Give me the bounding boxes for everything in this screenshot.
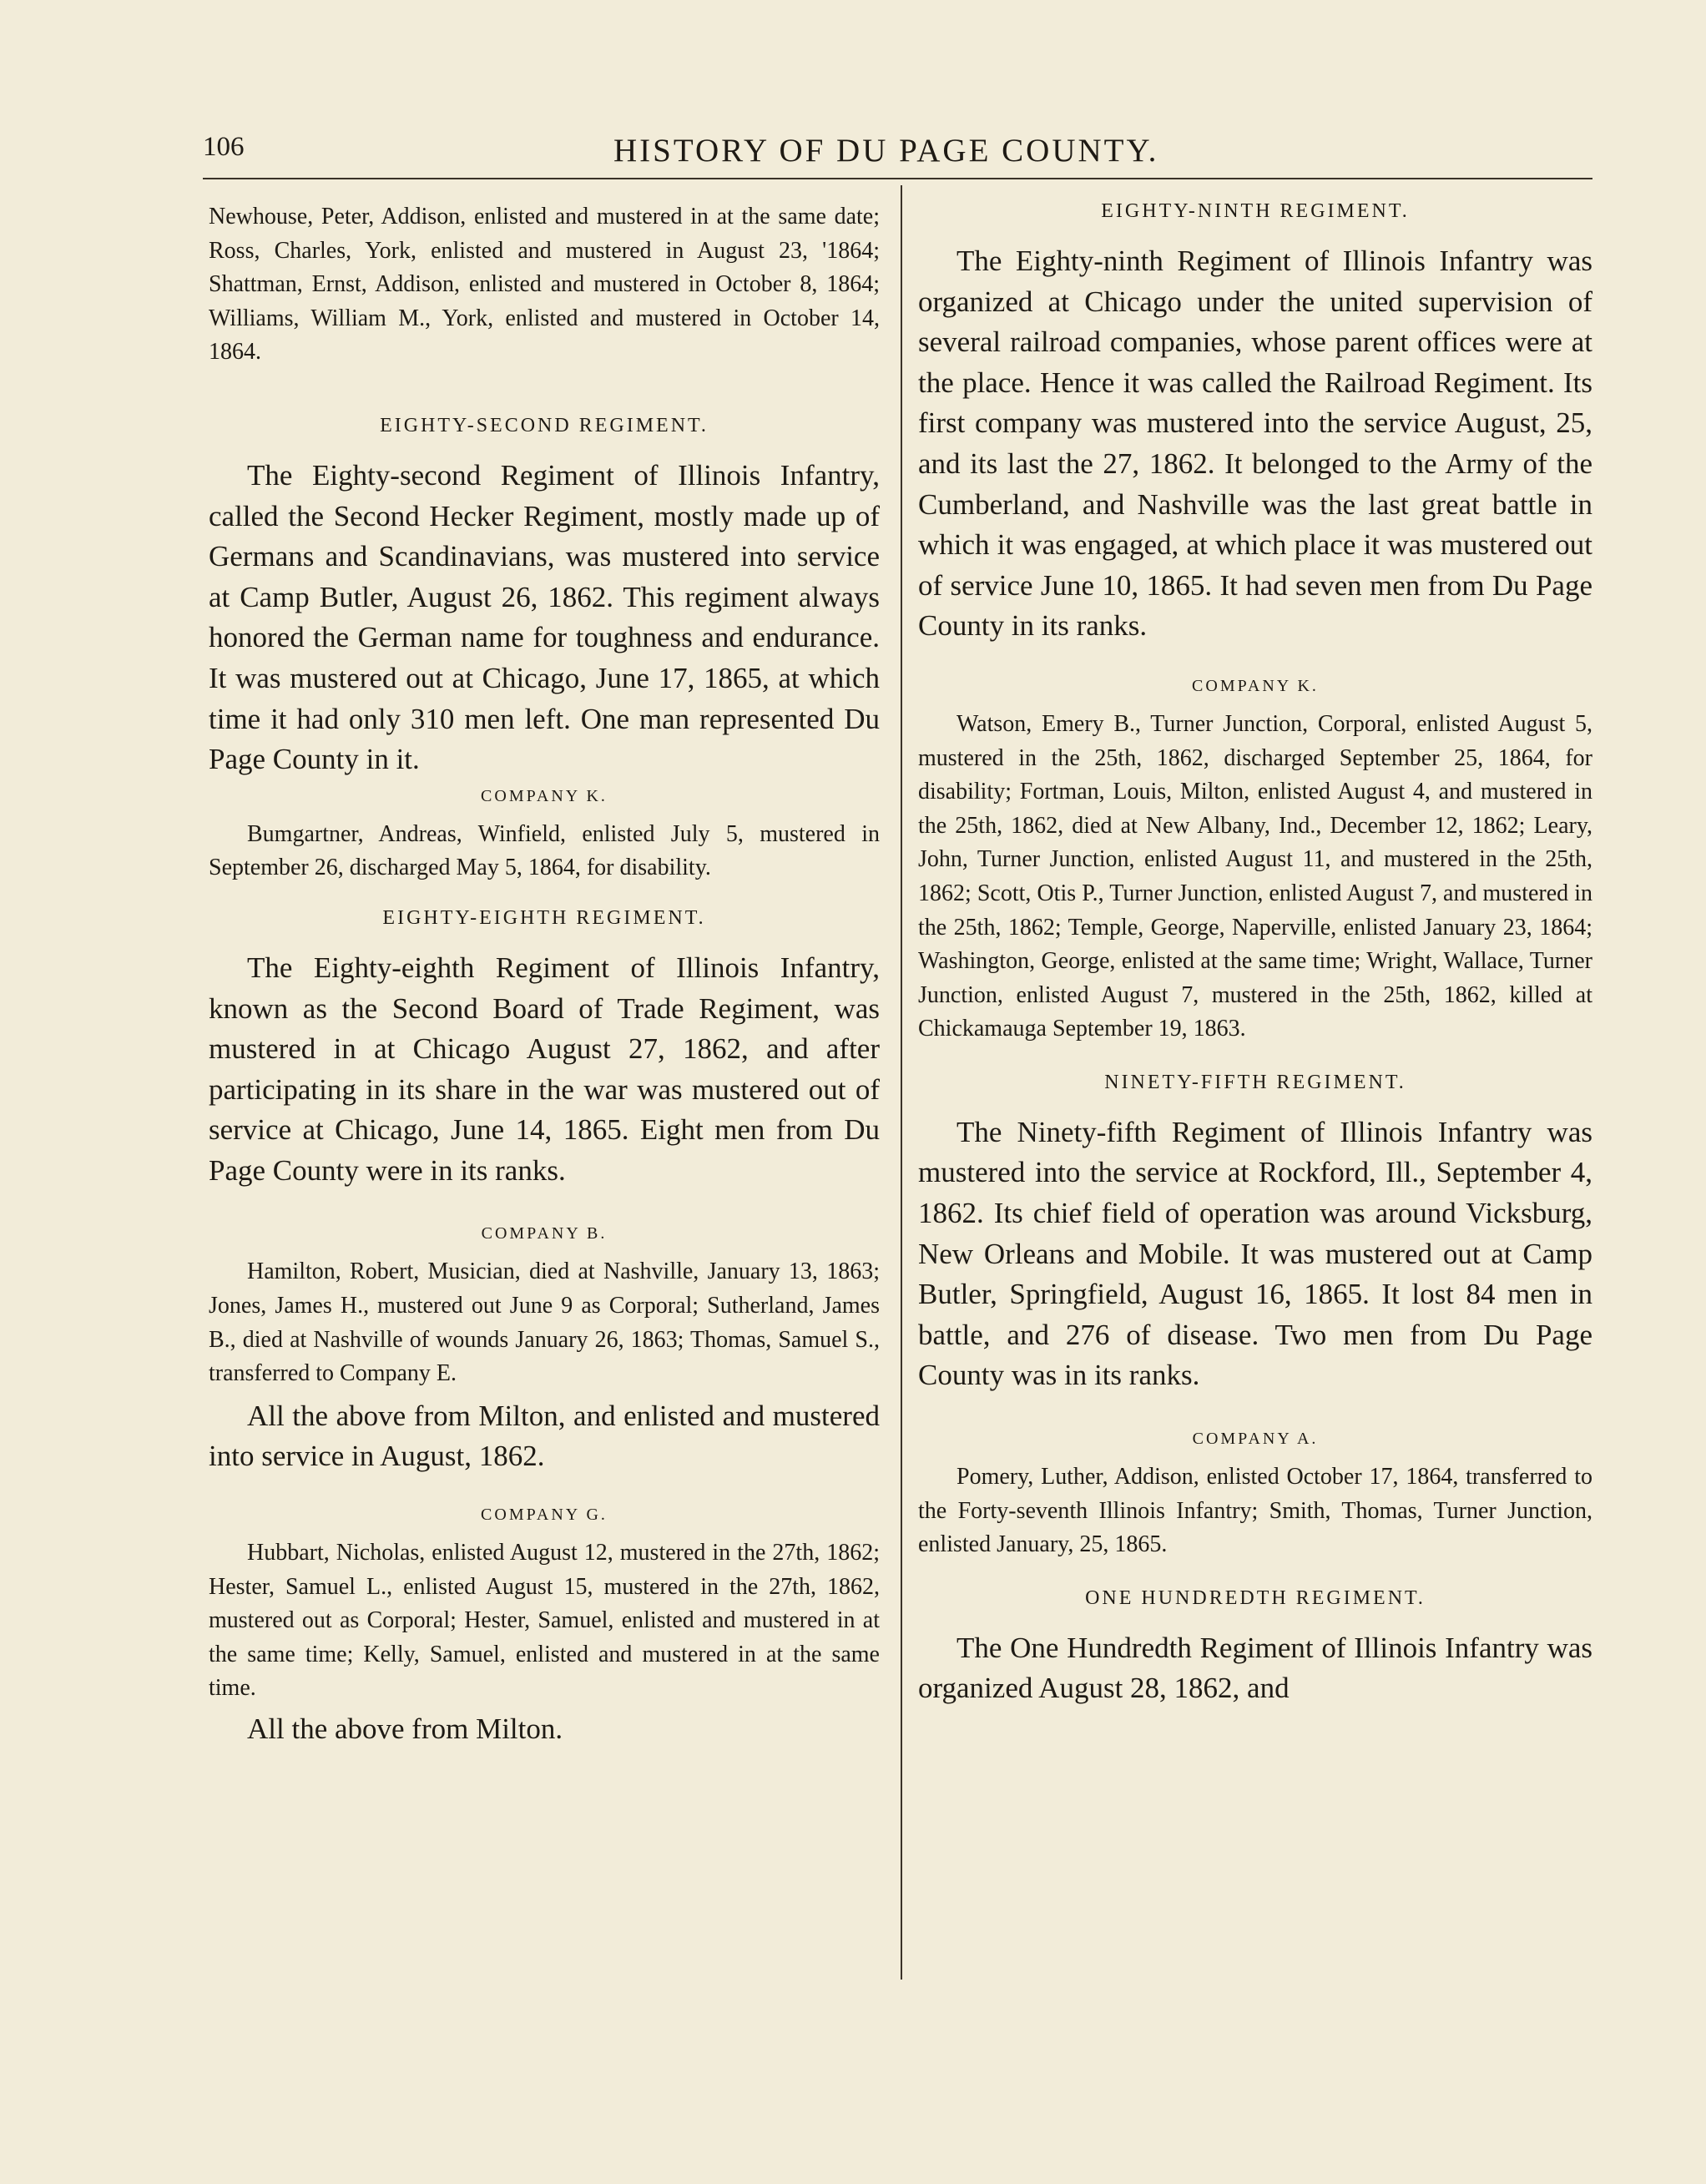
eighty-second-regiment-heading: EIGHTY-SECOND REGIMENT.	[380, 414, 709, 436]
ninety-fifth-regiment-heading: NINETY-FIFTH REGIMENT.	[1104, 1071, 1406, 1093]
eighty-eighth-regiment-heading: EIGHTY-EIGHTH REGIMENT.	[382, 906, 706, 929]
eighty-eighth-company-g-heading: COMPANY G.	[481, 1506, 608, 1525]
ninety-fifth-company-a-heading: COMPANY A.	[1192, 1430, 1319, 1449]
one-hundredth-regiment-body: The One Hundredth Regiment of Illinois Infantry was organized August 28, 1862, and	[918, 1631, 1592, 1705]
eighty-ninth-company-k-heading: COMPANY K.	[1192, 676, 1319, 695]
eighty-eighth-company-b-note: All the above from Milton, and enlisted and mustered into service in August, 1862.	[209, 1399, 880, 1473]
ninety-fifth-regiment-body: The Ninety-fifth Regiment of Illinois Infantry was mustered into the service at Rockford, Ill., September 4, 1862. Its chief field of operation was around Vicksburg, New Orleans and Mobile. It was mustered out at Camp Butler, Springfield, August 16, 1865. It lost 84 men in battle, and 276 of disease. Two men from Du Page County was in its ranks.	[918, 1115, 1592, 1392]
eighty-ninth-company-k-roster: Watson, Emery B., Turner Junction, Corporal, enlisted August 5, mustered in the 25th, 1862, discharged September 25, 1864, for disability; Fortman, Louis, Milton, enlisted August 4, and mustered in the 25th, 1862, died at New Albany, Ind., December 12, 1862; Leary, John, Turner Junction, enlisted August 11, and mustered in the 25th, 1862; Scott, Otis P., Turner Junction, enlisted August 7, and mustered in the 25th, 1862; Temple, George, Naperville, enlisted January 23, 1864; Washington, George, enlisted at the same time; Wright, Wallace, Turner Junction, enlisted August 7, mustered in the 25th, 1862, killed at Chickamauga September 19, 1863.	[918, 710, 1592, 1042]
eighty-ninth-regiment-heading: EIGHTY-NINTH REGIMENT.	[1101, 200, 1410, 222]
eighty-eighth-company-g-roster: Hubbart, Nicholas, enlisted August 12, mustered in the 27th, 1862; Hester, Samuel L., enlisted August 15, mustered in the 27th, 1862, mustered out as Corporal; Hester, Samuel, enlisted and mustered in at the same time; Kelly, Samuel, enlisted and mustered in at the same time.	[209, 1540, 880, 1702]
continued-roster-text: Newhouse, Peter, Addison, enlisted and mustered in at the same date; Ross, Charles, York, enlisted and mustered in August 23, '1864; Shattman, Ernst, Addison, enlisted and mustered in October 8, 1864; Williams, William M., York, enlisted and mustered in October 14, 1864.	[209, 204, 880, 366]
page-header	[203, 132, 1592, 182]
column-divider	[901, 185, 902, 1980]
right-column	[918, 200, 1592, 1709]
page-title: HISTORY OF DU PAGE COUNTY.	[613, 133, 1159, 169]
ninety-fifth-company-a-roster: Pomery, Luther, Addison, enlisted October 17, 1864, transferred to the Forty-seventh Illinois Infantry; Smith, Thomas, Turner Junction, enlisted January, 25, 1865.	[918, 1464, 1592, 1558]
left-column	[209, 200, 880, 1750]
eighty-eighth-company-b-heading: COMPANY B.	[481, 1224, 608, 1243]
eighty-second-regiment-body: The Eighty-second Regiment of Illinois Infantry, called the Second Hecker Regiment, mostly made up of Germans and Scandinavians, was mustered into service at Camp Butler, August 26, 1862. This regiment always honored the German name for toughness and endurance. It was mustered out at Chicago, June 17, 1865, at which time it had only 310 men left. One man represented Du Page County in it.	[209, 458, 880, 776]
one-hundredth-regiment-heading: ONE HUNDREDTH REGIMENT.	[1085, 1586, 1426, 1609]
eighty-second-company-k-roster: Bumgartner, Andreas, Winfield, enlisted July 5, mustered in September 26, discharged May 5, 1864, for disability.	[209, 820, 880, 881]
eighty-eighth-company-b-roster: Hamilton, Robert, Musician, died at Nashville, January 13, 1863; Jones, James H., mustered out June 9 as Corporal; Sutherland, James B., died at Nashville of wounds January 26, 1863; Thomas, Samuel S., transferred to Company E.	[209, 1258, 880, 1387]
eighty-second-company-k-heading: COMPANY K.	[481, 786, 608, 805]
header-rule	[203, 178, 1592, 179]
eighty-eighth-regiment-body: The Eighty-eighth Regiment of Illinois Infantry, known as the Second Board of Trade Regiment, was mustered in at Chicago August 27, 1862, and after participating in its share in the war was mustered out of service at Chicago, June 14, 1865. Eight men from Du Page County were in its ranks.	[209, 951, 880, 1187]
eighty-eighth-company-g-note: All the above from Milton.	[247, 1712, 563, 1745]
eighty-ninth-regiment-body: The Eighty-ninth Regiment of Illinois Infantry was organized at Chicago under the united supervision of several railroad companies, whose parent offices were at the place. Hence it was called the Railroad Regiment. Its first company was mustered into the service August, 25, and its last the 27, 1862. It belonged to the Army of the Cumberland, and Nashville was the last great battle in which it was engaged, at which place it was mustered out of service June 10, 1865. It had seven men from Du Page County in its ranks.	[918, 245, 1592, 643]
page-number: 106	[203, 132, 245, 162]
